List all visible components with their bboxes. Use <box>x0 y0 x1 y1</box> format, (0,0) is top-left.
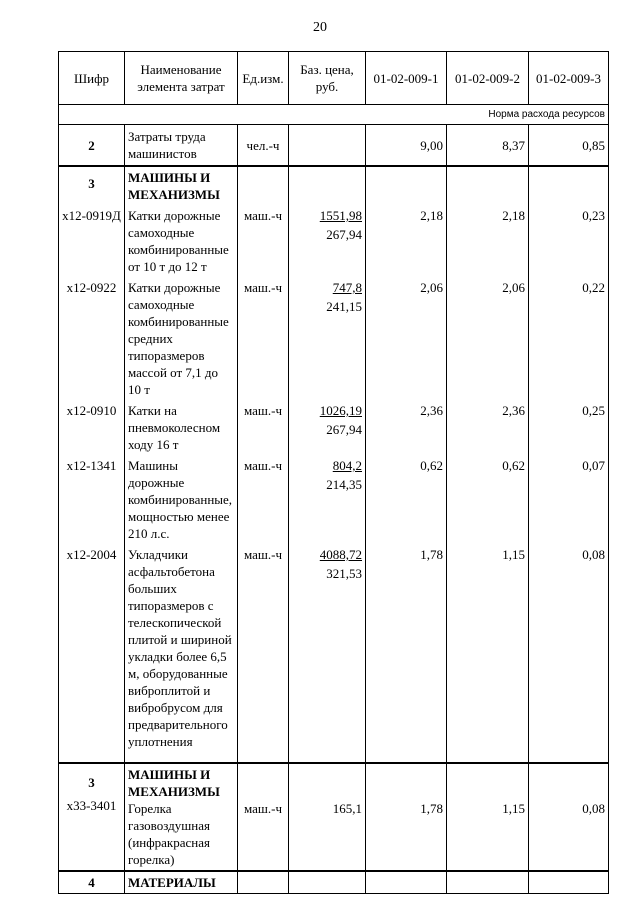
machines2-section-row <box>59 763 609 871</box>
burner-code: х33-3401 <box>66 798 117 813</box>
item-v1: 2,36 <box>366 400 447 455</box>
item-price-cell <box>289 544 366 763</box>
labor-code: 2 <box>59 125 125 167</box>
item-code: х12-0922 <box>59 277 125 400</box>
machines2-section-code: 3 <box>88 775 95 790</box>
item-unit: маш.-ч <box>238 455 289 544</box>
labor-v2: 8,37 <box>447 125 529 167</box>
header-unit: Ед.изм. <box>238 52 289 105</box>
item-name: Машины дорожные комбинированные, мощностью менее 210 л.с. <box>125 455 238 544</box>
page-number: 20 <box>313 20 327 35</box>
labor-v3: 0,85 <box>529 125 609 167</box>
machines-section-row <box>59 166 609 205</box>
materials-section-title: МАТЕРИАЛЫ <box>125 871 238 894</box>
header-name: Наименование элемента затрат <box>125 52 238 105</box>
item-price-cell <box>289 205 366 277</box>
labor-name: Затраты труда машинистов <box>125 125 238 167</box>
labor-unit: чел.-ч <box>238 125 289 167</box>
item-price: 1551,98 <box>319 208 362 223</box>
item-v2: 2,06 <box>447 277 529 400</box>
header-code: Шифр <box>59 52 125 105</box>
labor-v1: 9,00 <box>366 125 447 167</box>
machine-item-row <box>59 455 609 544</box>
machines-section-code: 3 <box>88 176 95 191</box>
item-v3: 0,08 <box>529 544 609 763</box>
machine-item-row <box>59 400 609 455</box>
item-v2: 2,18 <box>447 205 529 277</box>
header-row <box>59 52 609 105</box>
item-v1: 1,78 <box>366 544 447 763</box>
item-v2: 1,15 <box>447 544 529 763</box>
item-price-cell <box>289 400 366 455</box>
item-name: Катки дорожные самоходные комбинированные от 10 т до 12 т <box>125 205 238 277</box>
item-price-secondary: 267,94 <box>326 422 362 437</box>
item-unit: маш.-ч <box>238 277 289 400</box>
item-code: х12-1341 <box>59 455 125 544</box>
item-v3: 0,07 <box>529 455 609 544</box>
header-price: Баз. цена, руб. <box>289 52 366 105</box>
item-price-secondary: 321,53 <box>326 566 362 581</box>
burner-unit: маш.-ч <box>243 801 283 816</box>
burner-name: Горелка газовоздушная (инфракрасная горелка) <box>128 801 210 867</box>
item-v2: 0,62 <box>447 455 529 544</box>
item-price: 4088,72 <box>319 547 362 562</box>
norma-label: Норма расхода ресурсов <box>59 105 609 125</box>
item-v2: 2,36 <box>447 400 529 455</box>
machine-item-row <box>59 277 609 400</box>
item-v3: 0,22 <box>529 277 609 400</box>
machine-item-row <box>59 544 609 763</box>
burner-price: 165,1 <box>332 801 362 816</box>
item-v3: 0,23 <box>529 205 609 277</box>
item-price-secondary: 267,94 <box>326 227 362 242</box>
burner-v2: 1,15 <box>502 801 525 816</box>
item-price-cell <box>289 277 366 400</box>
item-unit: маш.-ч <box>238 400 289 455</box>
item-price: 747,8 <box>332 280 362 295</box>
item-name: Катки на пневмоколесном ходу 16 т <box>125 400 238 455</box>
item-price-cell <box>289 455 366 544</box>
item-code: х12-2004 <box>59 544 125 763</box>
item-code: х12-0910 <box>59 400 125 455</box>
machines-section-title: МАШИНЫ И МЕХАНИЗМЫ <box>125 166 238 205</box>
labor-row <box>59 125 609 167</box>
item-v1: 2,06 <box>366 277 447 400</box>
norma-row <box>59 105 609 125</box>
machine-items <box>59 205 609 763</box>
item-price: 804,2 <box>332 458 362 473</box>
burner-v3: 0,08 <box>582 801 605 816</box>
item-unit: маш.-ч <box>238 205 289 277</box>
item-name: Катки дорожные самоходные комбинированные средних типоразмеров массой от 7,1 до 10 т <box>125 277 238 400</box>
item-v1: 0,62 <box>366 455 447 544</box>
resource-norms-table <box>58 51 609 894</box>
machines2-section-title: МАШИНЫ И МЕХАНИЗМЫ <box>128 767 220 799</box>
item-v3: 0,25 <box>529 400 609 455</box>
header-col2: 01-02-009-2 <box>447 52 529 105</box>
header-col3: 01-02-009-3 <box>529 52 609 105</box>
item-price: 1026,19 <box>319 403 362 418</box>
item-unit: маш.-ч <box>238 544 289 763</box>
item-v1: 2,18 <box>366 205 447 277</box>
header-col1: 01-02-009-1 <box>366 52 447 105</box>
materials-section-code: 4 <box>59 871 125 894</box>
item-code: х12-0919Д <box>59 205 125 277</box>
machine-item-row <box>59 205 609 277</box>
labor-price <box>289 125 366 167</box>
burner-v1: 1,78 <box>420 801 443 816</box>
materials-section-row <box>59 871 609 894</box>
item-name: Укладчики асфальтобетона больших типоразмеров с телескопической плитой и шириной укладки более 6,5 м, оборудованные виброплитой и вибробрусом для предварительного уплотнения <box>125 544 238 763</box>
item-price-secondary: 241,15 <box>326 299 362 314</box>
item-price-secondary: 214,35 <box>326 477 362 492</box>
